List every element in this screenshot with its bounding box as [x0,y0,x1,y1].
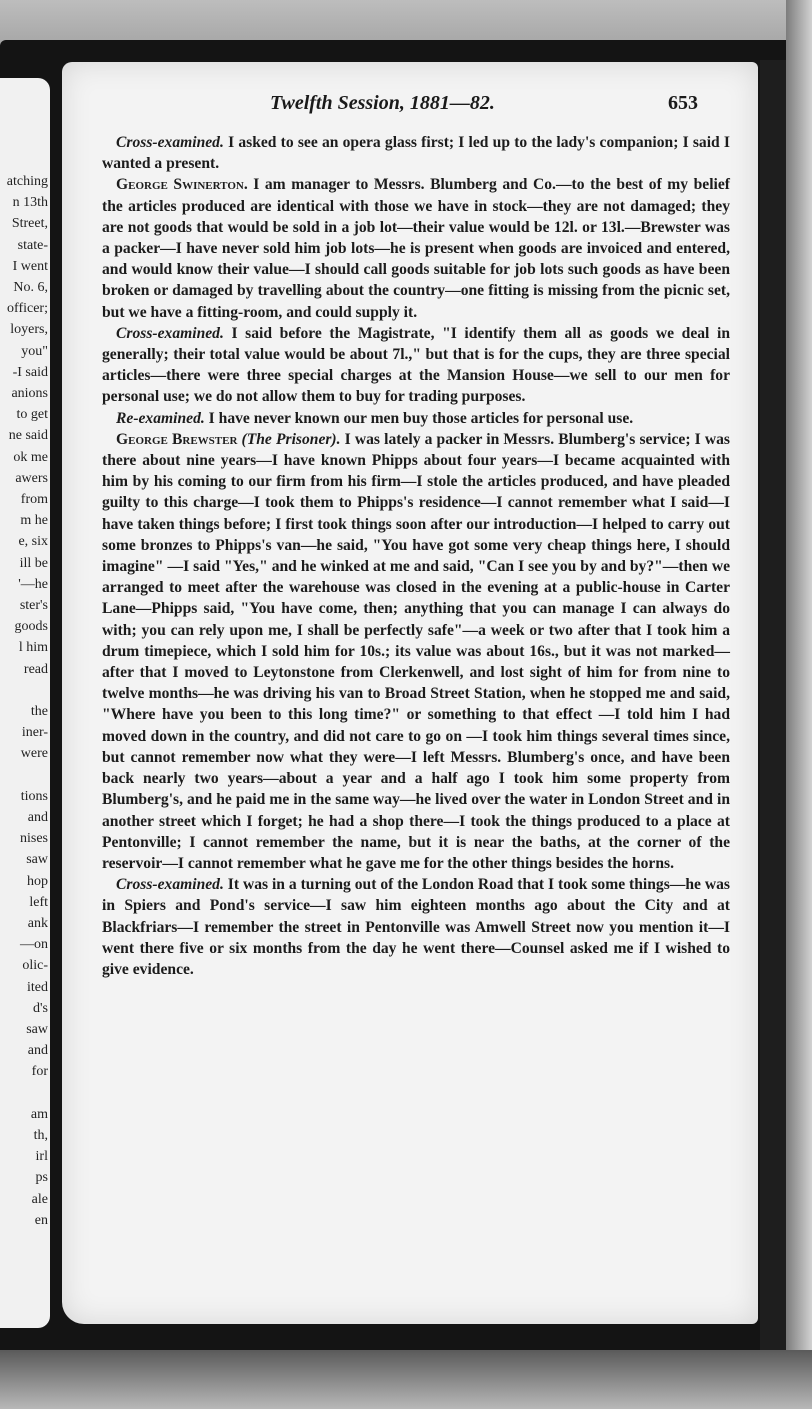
paragraph-swinerton [102,174,730,322]
left-page-fragment: tions [20,788,48,804]
scanner-edge-strip [786,0,812,1409]
paragraph-lead: Cross-examined. [116,876,224,894]
left-page-fragment: saw [26,1022,48,1037]
left-page-fragment: I went [12,258,48,274]
left-page-fragment: from [20,492,48,507]
left-page-fragment: for [31,1064,48,1080]
paragraph-lead: Re-examined. [116,409,205,427]
paragraph-text: I asked to see an opera glass first; I led up to the lady's companion; I said I wanted a present. [102,134,730,173]
paragraph-brewster [102,429,730,874]
left-page-fragment: saw [26,852,48,868]
paragraph-re-examined [102,408,730,429]
left-page-fragment: the [30,704,48,719]
left-page-fragment: ill be [19,555,48,571]
left-page-fragment: ale [31,1191,48,1207]
speaker-role: (The Prisoner). [237,430,341,448]
left-page-fragment: hop [27,873,48,889]
left-page-fragment: read [23,661,48,677]
left-page-fragment: state- [17,237,48,253]
left-page-fragment: to get [16,407,48,423]
left-page-fragment: anions [11,386,48,401]
book-page [62,62,758,1324]
left-page-fragment: irl [35,1149,48,1165]
left-page-fragment: ank [27,916,48,931]
left-page-fragment: ps [35,1170,48,1186]
left-page-fragment: ok me [13,449,48,465]
paragraph-text: I said before the Magistrate, "I identify them all as goods we deal in generally; their total value would be about 7l.," but that is for the cups, they are three special articles—there were three special charges at the Mansion House—we sell to our men for personal use; we do not allow them to buy for trading purposes. [102,324,730,406]
left-page-fragment: n 13th [12,195,48,211]
paragraph-text: I am manager to Messrs. Blumberg and Co.—to the best of my belief the articles produced are identical with those we have in stock—they are not damaged; they are not goods that would be sold in a job lot—their value would be 12l. or 13l.—Brewster was a packer—I have never sold him job lots—he is present when goods are invoiced and entered, and would know their value—I should call goods suitable for job lots such goods as have been broken or damaged by travelling about the country—one fitting is missing from the picnic set, but we have a fitting-room, and could supply it. [102,176,731,321]
left-page-fragment: loyers, [10,322,48,338]
left-page-fragment: No. 6, [13,280,48,295]
left-page-fragment: and [27,810,48,825]
paragraph-lead: Cross-examined. [116,134,224,151]
left-page-fragment: l him [18,640,48,656]
left-page-fragment: iner- [21,725,48,741]
page-header [62,92,758,122]
left-page-fragment: th, [33,1128,48,1143]
left-page-fragment: '—he [18,576,48,592]
left-page-fragment: en [34,1212,48,1228]
speaker-name: George Brewster [116,430,238,448]
left-page-fragment: ited [27,979,48,995]
left-page-fragment: and [27,1043,48,1059]
left-page-fragment: were [20,746,48,762]
photo-backdrop-bottom [0,1350,812,1409]
left-page-fragment: —on [20,937,48,953]
paragraph-cross-examined-1 [102,132,730,174]
left-page-fragment: am [30,1106,48,1122]
paragraph-text: I have never known our men buy those articles for personal use. [204,409,634,427]
left-page-fragment: officer; [7,301,48,317]
left-page-fragment: Street, [11,216,48,232]
paragraph-text: I was lately a packer in Messrs. Blumberg's service; I was there about nine years—I have known Phipps about four years—I became acquainted with him by his coming to our firm from his firm—I stole the articles produced, and have pleaded guilty to this charge—I took them to Phipps's residence—I cannot remember what I said—I have taken things before; I first took things soon after our introduction—I helped to carry out some bronzes to Phipps's van—he said, "You have got some very cheap things here, I should imagine" —I said "Yes," and he winked at me and said, "Can I see you by and by?"—then we arranged to meet after the warehouse was closed in the evening at a public-house in Carter Lane—Phipps said, "You have come, then; anything that you can manage I can always do with; you can rely upon me, I shall be perfectly safe"—a week or two after that I took him a drum timepiece, which I sold him for 10s.; its value was about 16s., but it was not marked—after that I moved to Leytonstone from Clerkenwell, and lost sight of him for from nine to twelve months—he was driving his van to Broad Street Station, when he stopped me and said, "Where have you been to this long time?" or something to that effect —I told him I had moved down in the country, and did not care to go on —I took him things several times since, but cannot remember now what they were—I left Messrs. Blumberg's once, and have been back nearly two years—about a year and a half ago I took him some property from Blumberg's, and he paid me in the same way—he lived over the water in London Street and in another street which I forget; he had a shop there—I took the things produced to a place at Pentonville; I cannot remember the name, but it is near the baths, at the corner of the reservoir—I cannot remember what he gave me for the other things besides the horns. [102,430,730,872]
page-number: 653 [668,92,698,114]
left-facing-page [0,78,50,1328]
left-page-fragment: d's [33,1000,48,1016]
paragraph-cross-examined-3 [102,874,730,980]
left-page-fragment: ster's [19,598,48,613]
left-page-fragment: you" [21,343,48,359]
left-page-fragment: atching [6,174,48,189]
left-page-fragment: awers [15,470,48,486]
paragraph-cross-examined-2 [102,323,730,408]
left-page-fragment: -I said [12,364,48,380]
running-title: Twelfth Session, 1881—82. [270,92,495,114]
left-page-fragment: goods [14,619,48,635]
page-body [102,132,730,980]
paragraph-text: It was in a turning out of the London Road that I took some things—he was in Spiers and Pond's service—I saw him eighteen months ago about the City and at Blackfriars—I remember the street in Pentonville was Amwell Street now you mention it—I went there five or six months from the day he went there—Counsel asked me if I wished to give evidence. [102,876,730,978]
paragraph-lead: Cross-examined. [116,324,224,342]
left-page-fragment: nises [20,831,48,847]
left-page-fragment: olic- [22,958,48,974]
left-page-fragment: left [29,894,48,910]
left-page-fragment: ne said [8,428,48,444]
speaker-name: George Swinerton. [116,176,248,194]
left-page-fragment: m he [20,513,48,529]
left-page-fragment: e, six [18,534,48,550]
